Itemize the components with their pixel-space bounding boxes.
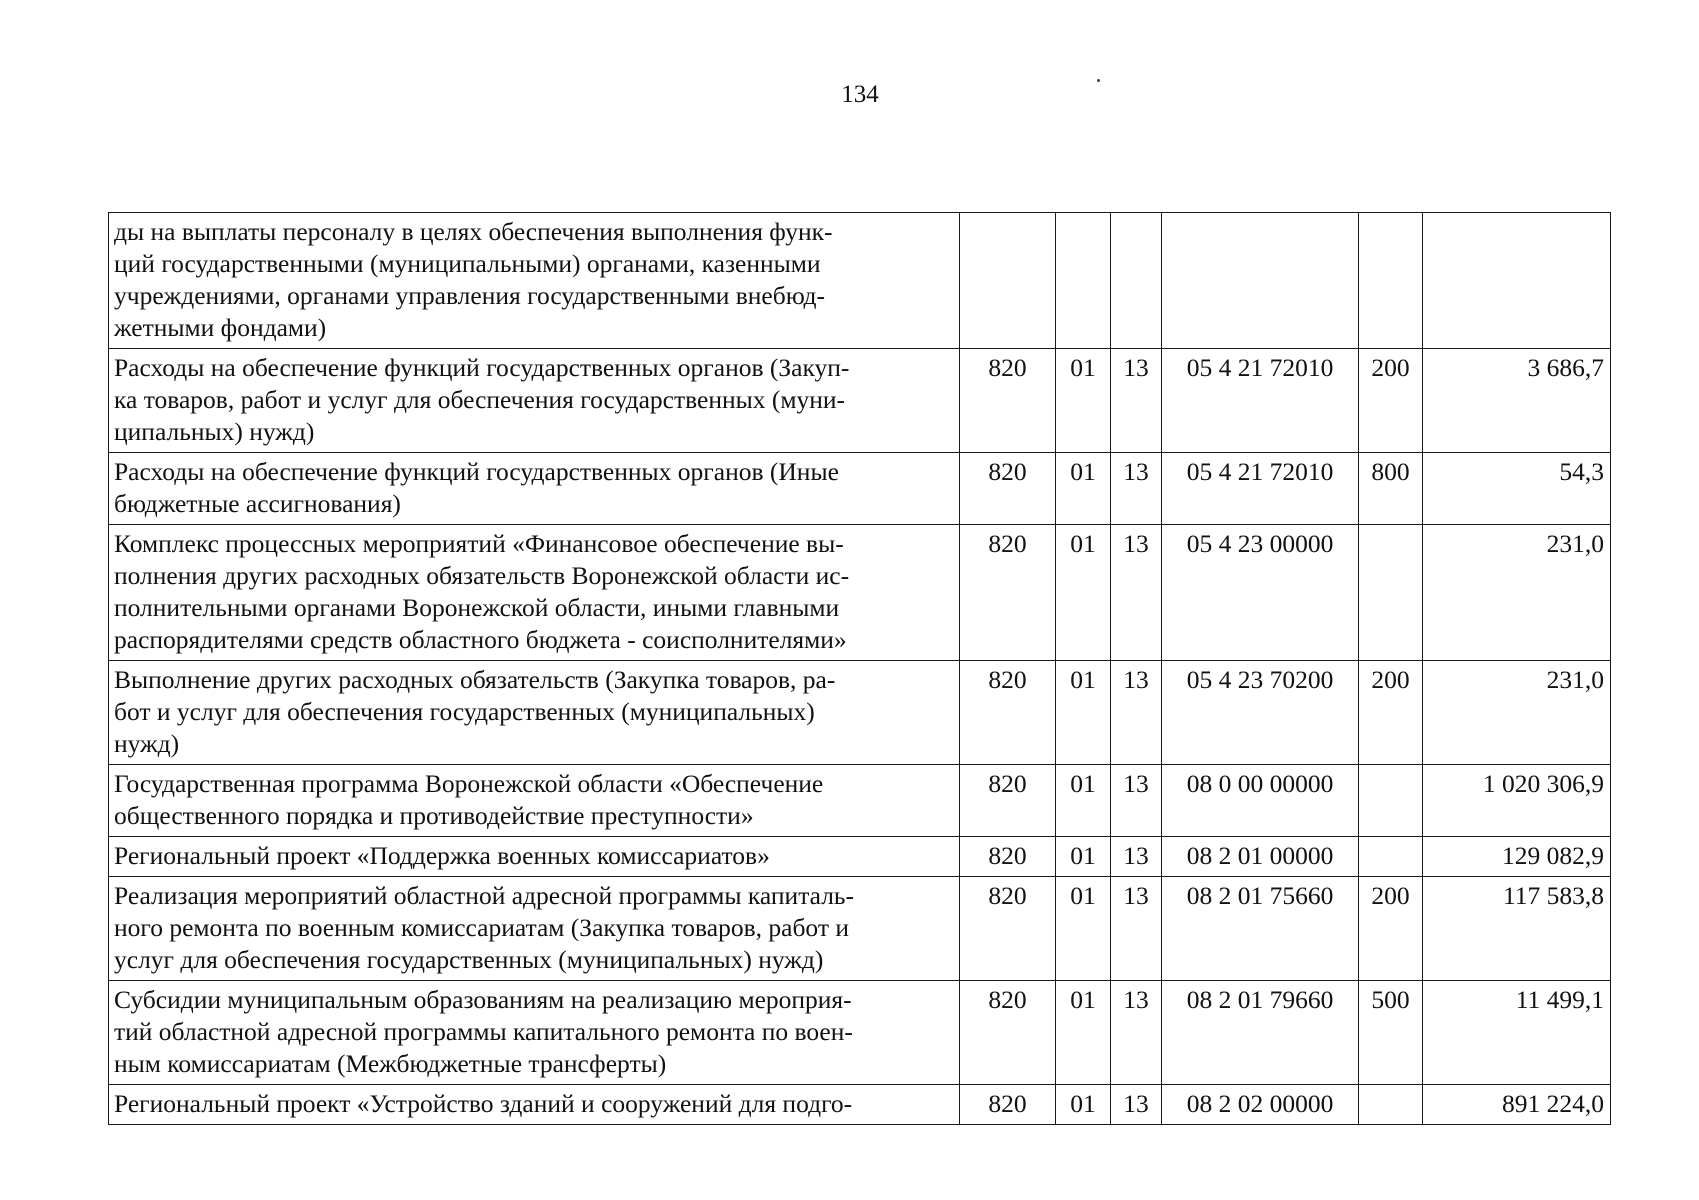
row-description: Государственная программа Воронежской области «Обеспечение общественного порядка и противодействие преступности» — [109, 765, 960, 837]
row-grbs-code: 820 — [960, 765, 1056, 837]
row-expense-type: 500 — [1359, 981, 1423, 1085]
row-amount: 891 224,0 — [1423, 1085, 1611, 1125]
row-subsection-code: 13 — [1111, 661, 1162, 765]
row-section-code: 01 — [1056, 981, 1111, 1085]
table-body — [109, 213, 1611, 1125]
table-row — [109, 349, 1611, 453]
row-section-code: 01 — [1056, 525, 1111, 661]
row-amount: 231,0 — [1423, 525, 1611, 661]
row-amount: 54,3 — [1423, 453, 1611, 525]
table-row — [109, 877, 1611, 981]
row-section-code: 01 — [1056, 453, 1111, 525]
table-row — [109, 525, 1611, 661]
row-section-code: 01 — [1056, 837, 1111, 877]
row-expense-type: 200 — [1359, 877, 1423, 981]
row-subsection-code — [1111, 213, 1162, 349]
row-expense-type: 200 — [1359, 349, 1423, 453]
scan-dot — [1097, 79, 1100, 82]
row-target-article: 08 2 01 79660 — [1162, 981, 1359, 1085]
row-expense-type — [1359, 765, 1423, 837]
row-expense-type — [1359, 213, 1423, 349]
row-amount: 11 499,1 — [1423, 981, 1611, 1085]
row-description: Региональный проект «Поддержка военных комиссариатов» — [109, 837, 960, 877]
row-grbs-code — [960, 213, 1056, 349]
row-description: Комплекс процессных мероприятий «Финансовое обеспечение вы- полнения других расходных обязательств Воронежской области ис- полнительными органами Воронежской области, иными главными распорядителями средств областного бюджета - соисполнителями» — [109, 525, 960, 661]
row-grbs-code: 820 — [960, 525, 1056, 661]
page-number: 134 — [841, 81, 879, 108]
row-target-article: 05 4 23 70200 — [1162, 661, 1359, 765]
table-row — [109, 765, 1611, 837]
row-subsection-code: 13 — [1111, 349, 1162, 453]
row-expense-type — [1359, 525, 1423, 661]
row-description: Реализация мероприятий областной адресной программы капиталь- ного ремонта по военным комиссариатам (Закупка товаров, работ и услуг для обеспечения государственных (муниципальных) нужд) — [109, 877, 960, 981]
row-target-article: 08 2 01 00000 — [1162, 837, 1359, 877]
table-row — [109, 837, 1611, 877]
table-row — [109, 213, 1611, 349]
row-expense-type — [1359, 837, 1423, 877]
table-row — [109, 1085, 1611, 1125]
row-target-article: 05 4 21 72010 — [1162, 349, 1359, 453]
row-target-article: 05 4 23 00000 — [1162, 525, 1359, 661]
row-grbs-code: 820 — [960, 661, 1056, 765]
row-target-article: 08 2 01 75660 — [1162, 877, 1359, 981]
row-grbs-code: 820 — [960, 349, 1056, 453]
table-row — [109, 981, 1611, 1085]
row-description: Выполнение других расходных обязательств (Закупка товаров, ра- бот и услуг для обеспечения государственных (муниципальных) нужд) — [109, 661, 960, 765]
row-amount — [1423, 213, 1611, 349]
row-target-article: 08 2 02 00000 — [1162, 1085, 1359, 1125]
budget-table — [108, 212, 1611, 1125]
row-subsection-code: 13 — [1111, 453, 1162, 525]
row-expense-type: 800 — [1359, 453, 1423, 525]
row-amount: 3 686,7 — [1423, 349, 1611, 453]
row-grbs-code: 820 — [960, 837, 1056, 877]
row-grbs-code: 820 — [960, 453, 1056, 525]
row-description: Субсидии муниципальным образованиям на реализацию мероприя- тий областной адресной программы капитального ремонта по воен- ным комиссариатам (Межбюджетные трансферты) — [109, 981, 960, 1085]
table-row — [109, 661, 1611, 765]
row-subsection-code: 13 — [1111, 981, 1162, 1085]
row-description: Региональный проект «Устройство зданий и сооружений для подго- — [109, 1085, 960, 1125]
row-section-code: 01 — [1056, 877, 1111, 981]
table-row — [109, 453, 1611, 525]
row-subsection-code: 13 — [1111, 1085, 1162, 1125]
row-target-article — [1162, 213, 1359, 349]
row-amount: 129 082,9 — [1423, 837, 1611, 877]
row-expense-type — [1359, 1085, 1423, 1125]
row-target-article: 05 4 21 72010 — [1162, 453, 1359, 525]
row-section-code — [1056, 213, 1111, 349]
row-section-code: 01 — [1056, 1085, 1111, 1125]
row-subsection-code: 13 — [1111, 877, 1162, 981]
row-grbs-code: 820 — [960, 877, 1056, 981]
row-expense-type: 200 — [1359, 661, 1423, 765]
row-grbs-code: 820 — [960, 981, 1056, 1085]
row-description: ды на выплаты персоналу в целях обеспечения выполнения функ- ций государственными (муниципальными) органами, казенными учреждениями, органами управления государственными внебюд- жетными фондами) — [109, 213, 960, 349]
row-description: Расходы на обеспечение функций государственных органов (Иные бюджетные ассигнования) — [109, 453, 960, 525]
row-description: Расходы на обеспечение функций государственных органов (Закуп- ка товаров, работ и услуг для обеспечения государственных (муни- ципальных) нужд) — [109, 349, 960, 453]
row-subsection-code: 13 — [1111, 765, 1162, 837]
row-section-code: 01 — [1056, 765, 1111, 837]
row-subsection-code: 13 — [1111, 525, 1162, 661]
row-amount: 1 020 306,9 — [1423, 765, 1611, 837]
row-amount: 231,0 — [1423, 661, 1611, 765]
row-subsection-code: 13 — [1111, 837, 1162, 877]
row-grbs-code: 820 — [960, 1085, 1056, 1125]
row-section-code: 01 — [1056, 661, 1111, 765]
row-target-article: 08 0 00 00000 — [1162, 765, 1359, 837]
row-amount: 117 583,8 — [1423, 877, 1611, 981]
row-section-code: 01 — [1056, 349, 1111, 453]
